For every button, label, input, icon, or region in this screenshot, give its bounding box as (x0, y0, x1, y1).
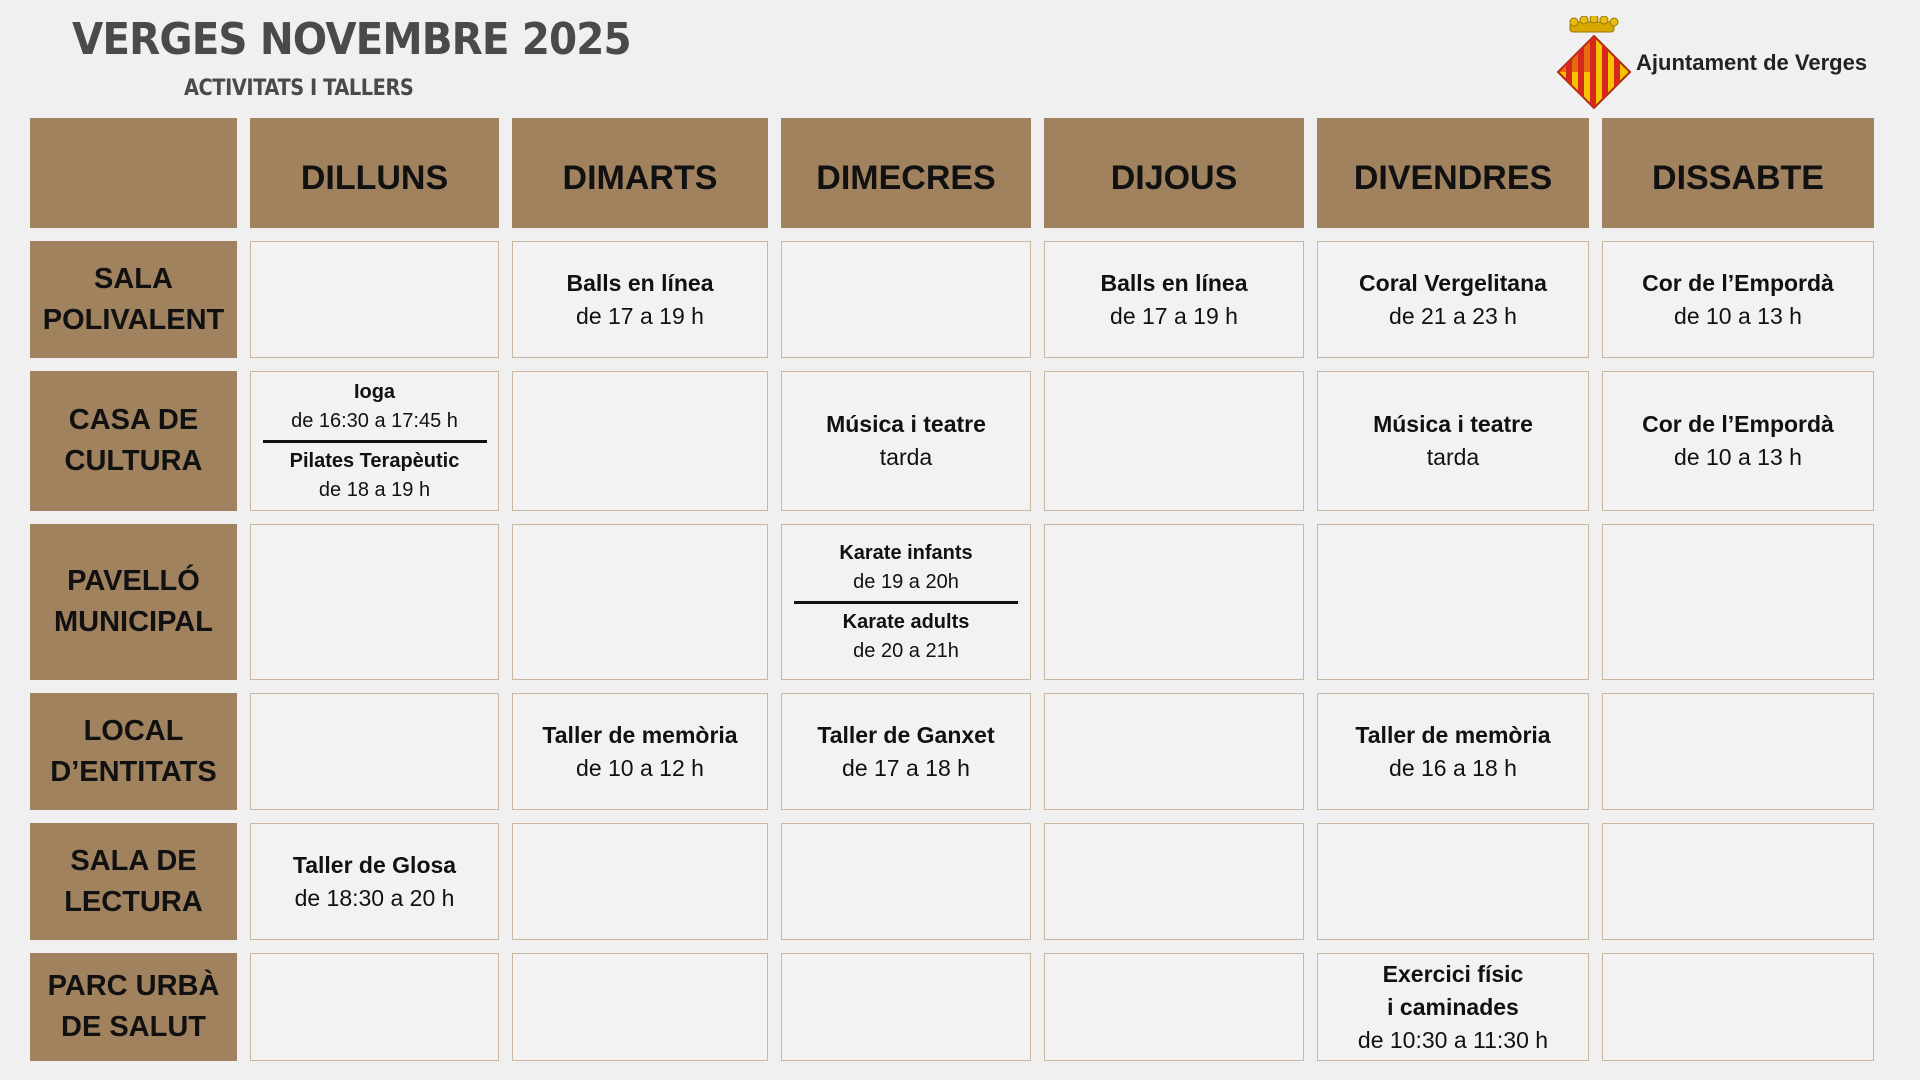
activity-time: de 17 a 19 h (1110, 302, 1238, 329)
schedule-cell (250, 953, 499, 1061)
schedule-cell (1602, 953, 1874, 1061)
venue-header (30, 693, 237, 810)
schedule-cell (1044, 524, 1304, 680)
activity-time: de 20 a 21h (853, 639, 959, 662)
activity-time: de 10:30 a 11:30 h (1357, 1026, 1549, 1053)
schedule-cell (781, 693, 1031, 810)
schedule-cell (1602, 823, 1874, 940)
schedule-cell (512, 693, 768, 810)
activity-time: de 16 a 18 h (1389, 754, 1517, 781)
schedule-cell (1044, 371, 1304, 511)
venue-header (30, 953, 237, 1061)
activity-time: de 19 a 20h (853, 570, 959, 593)
activity-name: Taller de Glosa (292, 851, 457, 878)
activity-name: Pilates Terapèutic (289, 449, 460, 472)
venue-header (30, 241, 237, 358)
activity-name: Cor de l’Empordà (1642, 411, 1834, 437)
activity-time: de 17 a 19 h (576, 302, 704, 329)
schedule-cell (512, 953, 768, 1061)
schedule-cell (1602, 241, 1874, 358)
day-header: DISSABTE (1602, 118, 1874, 228)
schedule-cell (1317, 524, 1589, 680)
schedule-cell (250, 693, 499, 810)
venue-line: MUNICIPAL (54, 606, 213, 638)
activity-name: Karate adults (842, 610, 970, 633)
day-header: DIVENDRES (1317, 118, 1589, 228)
venue-header (30, 371, 237, 511)
activity-divider (263, 440, 487, 443)
day-header: DIJOUS (1044, 118, 1304, 228)
activity-time: de 18:30 a 20 h (294, 884, 455, 911)
activity-time: de 16:30 a 17:45 h (291, 409, 458, 432)
schedule-cell (1317, 241, 1589, 358)
day-header: DILLUNS (250, 118, 499, 228)
logo-name: Ajuntament de Verges (1636, 50, 1868, 75)
schedule-cell (250, 823, 499, 940)
schedule-cell (1602, 693, 1874, 810)
schedule-cell (1044, 953, 1304, 1061)
activity-time: de 10 a 13 h (1674, 444, 1802, 470)
schedule-cell (250, 241, 499, 358)
activity-time: tarda (879, 444, 933, 470)
activity-name: Karate infants (839, 541, 973, 564)
activity-time: de 10 a 13 h (1674, 302, 1802, 329)
activity-name: Música i teatre (1373, 411, 1533, 437)
activity-name: Exercici físic (1382, 960, 1524, 987)
activity-time: de 17 a 18 h (842, 754, 970, 781)
schedule-cell (512, 371, 768, 511)
schedule-table (30, 118, 1876, 1062)
activity-time: de 18 a 19 h (318, 478, 431, 501)
activity-name: Música i teatre (826, 411, 986, 437)
venue-line: PARC URBÀ (47, 970, 220, 1002)
activity-name: Ioga (353, 380, 396, 403)
activity-name: Taller de memòria (542, 721, 738, 748)
venue-line: CULTURA (64, 445, 203, 477)
schedule-cell (250, 371, 499, 511)
schedule-cell (781, 241, 1031, 358)
schedule-cell (1602, 371, 1874, 511)
activity-time: de 21 a 23 h (1389, 302, 1517, 329)
schedule-cell (512, 524, 768, 680)
town-logo (1556, 16, 1867, 110)
venue-line: CASA DE (68, 404, 199, 436)
schedule-cell (1317, 823, 1589, 940)
schedule-cell (1317, 693, 1589, 810)
page-title: VERGES NOVEMBRE 2025 (72, 14, 631, 65)
day-header: DIMARTS (512, 118, 768, 228)
schedule-cell (512, 241, 768, 358)
activity-name: Taller de Ganxet (817, 721, 995, 748)
corner-header (30, 118, 237, 228)
activity-time: de 10 a 12 h (576, 754, 704, 781)
venue-header (30, 524, 237, 680)
schedule-cell (781, 953, 1031, 1061)
page-subtitle: ACTIVITATS I TALLERS (184, 76, 414, 101)
schedule-cell (1044, 241, 1304, 358)
day-header: DIMECRES (781, 118, 1031, 228)
activity-time: tarda (1426, 444, 1480, 470)
schedule-cell (1044, 693, 1304, 810)
schedule-cell (250, 524, 499, 680)
schedule-cell (781, 524, 1031, 680)
activity-name: Coral Vergelitana (1359, 269, 1547, 296)
schedule-cell (1044, 823, 1304, 940)
venue-line: LECTURA (64, 885, 203, 918)
venue-header (30, 823, 237, 940)
coat-of-arms-icon (1556, 16, 1632, 110)
activity-name: i caminades (1387, 993, 1519, 1020)
venue-line: LOCAL (83, 714, 184, 747)
activity-name: Cor de l’Empordà (1642, 269, 1834, 296)
schedule-cell (1317, 953, 1589, 1061)
venue-line: SALA DE (70, 844, 197, 877)
venue-line: POLIVALENT (42, 303, 225, 336)
schedule-cell (781, 371, 1031, 511)
venue-line: PAVELLÓ (67, 565, 200, 597)
venue-line: D’ENTITATS (50, 755, 217, 788)
schedule-cell (781, 823, 1031, 940)
venue-line: DE SALUT (61, 1011, 206, 1043)
venue-line: SALA (94, 262, 173, 295)
activity-name: Taller de memòria (1355, 721, 1551, 748)
schedule-cell (1602, 524, 1874, 680)
schedule-cell (512, 823, 768, 940)
activity-name: Balls en línea (566, 269, 714, 296)
activity-name: Balls en línea (1100, 269, 1248, 296)
schedule-cell (1317, 371, 1589, 511)
activity-divider (794, 601, 1018, 604)
